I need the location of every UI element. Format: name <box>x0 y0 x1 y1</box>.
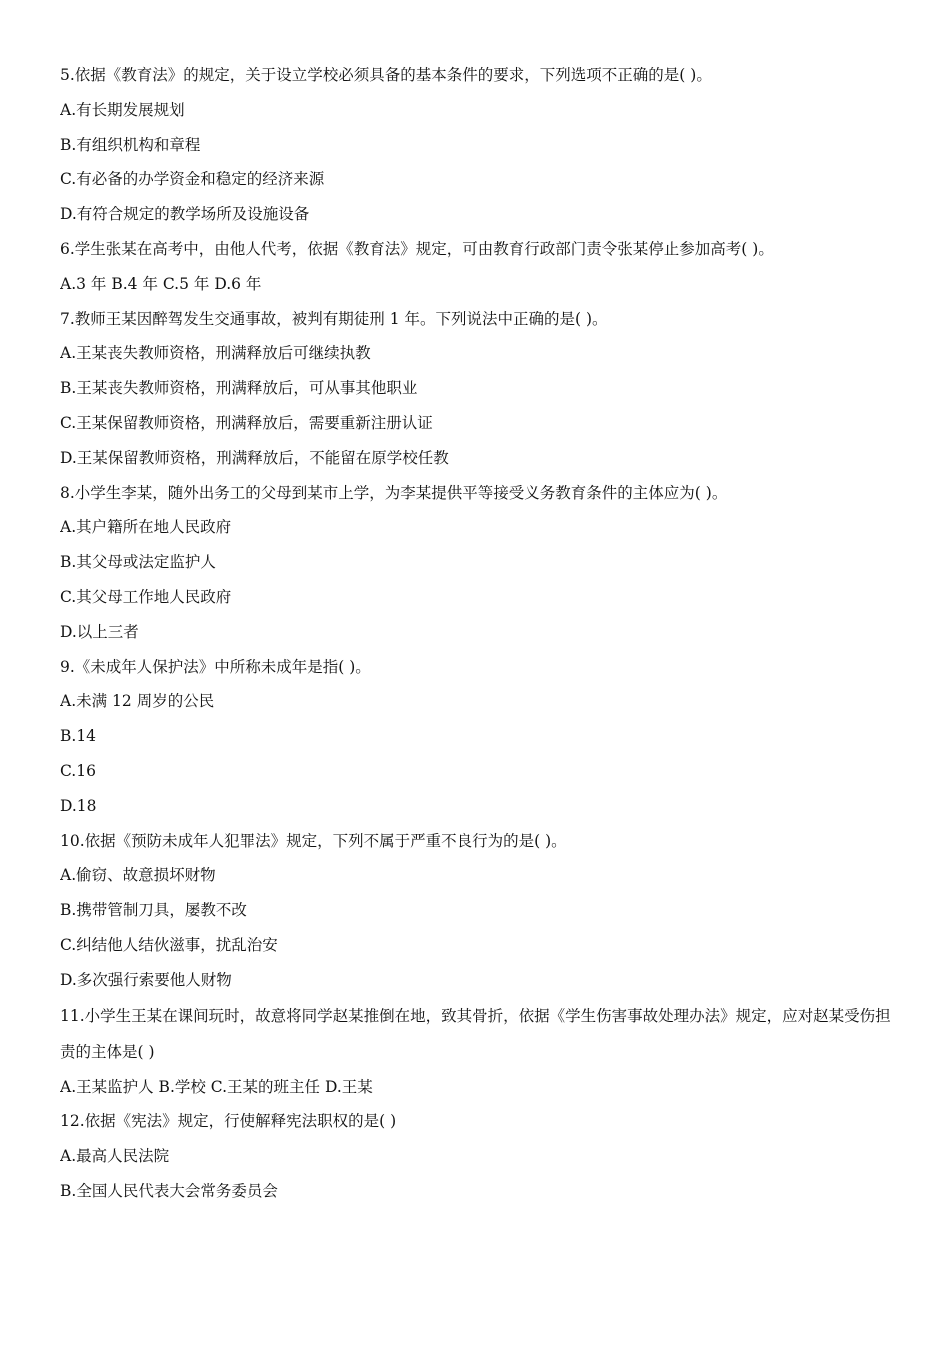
question-6: 6.学生张某在高考中，由他人代考，依据《教育法》规定，可由教育行政部门责令张某停止参加高考( )。 <box>60 239 774 258</box>
option-7c: C.王某保留教师资格，刑满释放后，需要重新注册认证 <box>60 413 433 432</box>
option-5a: A.有长期发展规划 <box>60 100 185 119</box>
option-12a: A.最高人民法院 <box>60 1147 170 1166</box>
option-7a: A.王某丧失教师资格，刑满释放后可继续执教 <box>60 344 371 363</box>
option-12b: B.全国人民代表大会常务委员会 <box>60 1181 278 1200</box>
document-page <box>60 58 895 1209</box>
option-7d: D.王某保留教师资格，刑满释放后，不能留在原学校任教 <box>60 448 449 467</box>
option-8a: A.其户籍所在地人民政府 <box>60 518 232 537</box>
option-7b: B.王某丧失教师资格，刑满释放后，可从事其他职业 <box>60 379 418 398</box>
option-10a: A.偷窃、故意损坏财物 <box>60 866 216 885</box>
option-8d: D.以上三者 <box>60 622 139 641</box>
options-6: A.3 年 B.4 年 C.5 年 D.6 年 <box>60 274 262 293</box>
option-9b: B.14 <box>60 727 97 746</box>
question-11: 11.小学生王某在课间玩时，故意将同学赵某推倒在地，致其骨折，依据《学生伤害事故处理办法》规定，应对赵某受伤担责的主体是( ) <box>60 1006 891 1061</box>
option-10c: C.纠结他人结伙滋事，扰乱治安 <box>60 935 278 954</box>
question-9: 9.《未成年人保护法》中所称未成年是指( )。 <box>60 657 371 676</box>
option-9c: C.16 <box>60 761 96 780</box>
question-10: 10.依据《预防未成年人犯罪法》规定，下列不属于严重不良行为的是( )。 <box>60 831 567 850</box>
option-10b: B.携带管制刀具，屡教不改 <box>60 901 247 920</box>
option-9d: D.18 <box>60 796 97 815</box>
question-8: 8.小学生李某，随外出务工的父母到某市上学，为李某提供平等接受义务教育条件的主体应为( )。 <box>60 483 728 502</box>
options-11: A.王某监护人 B.学校 C.王某的班主任 D.王某 <box>60 1077 373 1096</box>
option-9a: A.未满 12 周岁的公民 <box>60 692 215 711</box>
option-5c: C.有必备的办学资金和稳定的经济来源 <box>60 170 325 189</box>
option-10d: D.多次强行索要他人财物 <box>60 970 232 989</box>
option-8b: B.其父母或法定监护人 <box>60 553 216 572</box>
question-5: 5.依据《教育法》的规定，关于设立学校必须具备的基本条件的要求，下列选项不正确的是( )。 <box>60 66 712 84</box>
question-7: 7.教师王某因醉驾发生交通事故，被判有期徒刑 1 年。下列说法中正确的是( )。 <box>60 309 608 328</box>
option-5d: D.有符合规定的教学场所及设施设备 <box>60 205 310 224</box>
question-12: 12.依据《宪法》规定，行使解释宪法职权的是( ) <box>60 1112 397 1131</box>
option-8c: C.其父母工作地人民政府 <box>60 587 232 606</box>
option-5b: B.有组织机构和章程 <box>60 135 201 154</box>
